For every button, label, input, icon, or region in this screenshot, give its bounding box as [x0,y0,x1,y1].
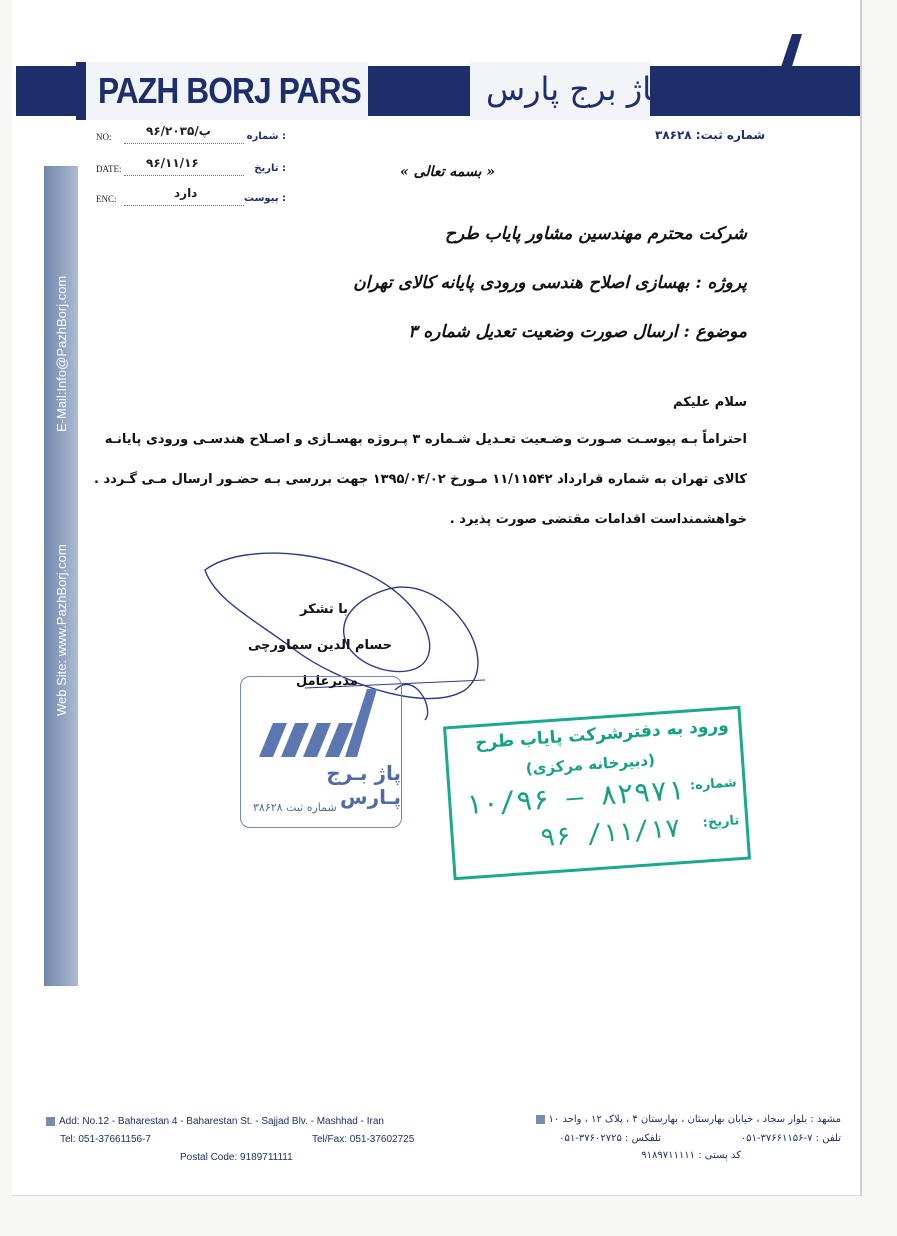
recipient: شرکت محترم مهندسین مشاور پایاب طرح [444,224,747,244]
subject-line: موضوع : ارسال صورت وضعیت تعدیل شماره ۳ [408,322,747,342]
footer-telfax-en: Tel/Fax: 051-37602725 [312,1134,415,1145]
receipt-stamp-subtitle: (دبیرخانه مرکزی) [525,750,656,778]
stamp-company-name: پاژ بـرج پـارس [326,761,401,809]
bismillah: « بسمه تعالی » [400,164,495,180]
sidebar-website: Web Site: www.PazhBorj.com [54,544,69,716]
body-line-3: خواهشمنداست اقدامات مقتضی صورت پذیرد . [449,512,747,527]
body-line-1: احتراماً بـه پیوسـت صـورت وضـعیت تعـدیل شـماره ۳ پـروژه بهسـازی و اصـلاح هندسـی ورودی پایانـه [104,432,747,447]
footer-tel-fa: تلفن : ۷-۳۷۶۶۱۱۵۶-۰۵۱ [740,1133,841,1144]
enclosure-label-en: ENC: [96,194,117,204]
stamp-logo-icon [251,683,391,763]
registration-number: شماره ثبت: ۳۸۶۲۸ [655,128,766,142]
footer-address-fa [532,1114,841,1125]
receipt-date-value: ۹۶ /۱۱/۱۷ [538,813,682,854]
enclosure-value: دارد [174,186,198,200]
receipt-number-value: ۱۰/۹۶ – ۸۲۹۷۱ [464,772,686,822]
company-stamp [240,676,402,828]
body-line-2: کالای تهران به شماره قرارداد ۱۱/۱۱۵۴۲ مـورخ ۱۳۹۵/۰۴/۰۲ جهت بررسی بـه حضـور ارسال مـی گـردد . [94,472,747,487]
signer-name: حسام الدین سماورچی [248,638,392,653]
sidebar-email: E-Mail:Info@PazhBorj.com [54,275,69,432]
date-value: ۹۶/۱۱/۱۶ [146,156,199,170]
address-fa: مشهد : بلوار سجاد ، خیابان بهارستان ، بهارستان ۴ ، پلاک ۱۲ ، واحد ۱۰ [548,1114,841,1125]
footer-postal-en: Postal Code: 9189711111 [180,1152,293,1163]
meta-dotted-line [124,175,244,176]
signer-title: مدیرعامل [296,674,358,689]
stamp-registration: شماره ثبت ۳۸۶۲۸ [253,801,337,814]
meta-dotted-line [124,143,244,144]
closing-thanks: با تشکر [300,602,349,617]
footer-bullet-icon [46,1117,55,1126]
number-label-en: NO: [96,132,112,142]
enclosure-label-fa: پیوست : [243,193,286,204]
footer-tel-en: Tel: 051-37661156-7 [60,1134,151,1145]
number-value: ۹۶/پ/۲۰۳۵ [146,124,211,138]
receipt-date-label: تاریخ: [702,813,740,831]
brand-name-fa: پاژ برج پارس [486,70,661,108]
address-en: Add: No.12 - Baharestan 4 - Baharestan St. - Sajjad Blv. - Mashhad - Iran [59,1116,384,1127]
company-logo-icon [662,30,802,120]
number-label-fa: شماره : [246,131,286,142]
brand-name-en: PAZH BORJ PARS [98,70,361,111]
footer-fax-fa: تلفکس : ۳۷۶۰۲۷۲۵-۰۵۱ [559,1133,661,1144]
footer-bullet-icon [536,1115,545,1124]
project-line: پروژه : بهسازی اصلاح هندسی ورودی پایانه کالای تهران [353,273,747,293]
footer-address-en [42,1116,384,1127]
receipt-stamp-title: ورود به دفترشرکت پایاب طرح [474,715,730,754]
meta-dotted-line [124,205,244,206]
greeting: سلام علیکم [673,395,747,410]
date-label-fa: تاریخ : [254,163,286,174]
receipt-number-label: شماره: [689,775,738,794]
receipt-stamp [443,706,751,880]
footer-postal-fa: کد پستی : ۹۱۸۹۷۱۱۱۱۱ [641,1150,741,1161]
date-label-en: DATE: [96,164,122,174]
